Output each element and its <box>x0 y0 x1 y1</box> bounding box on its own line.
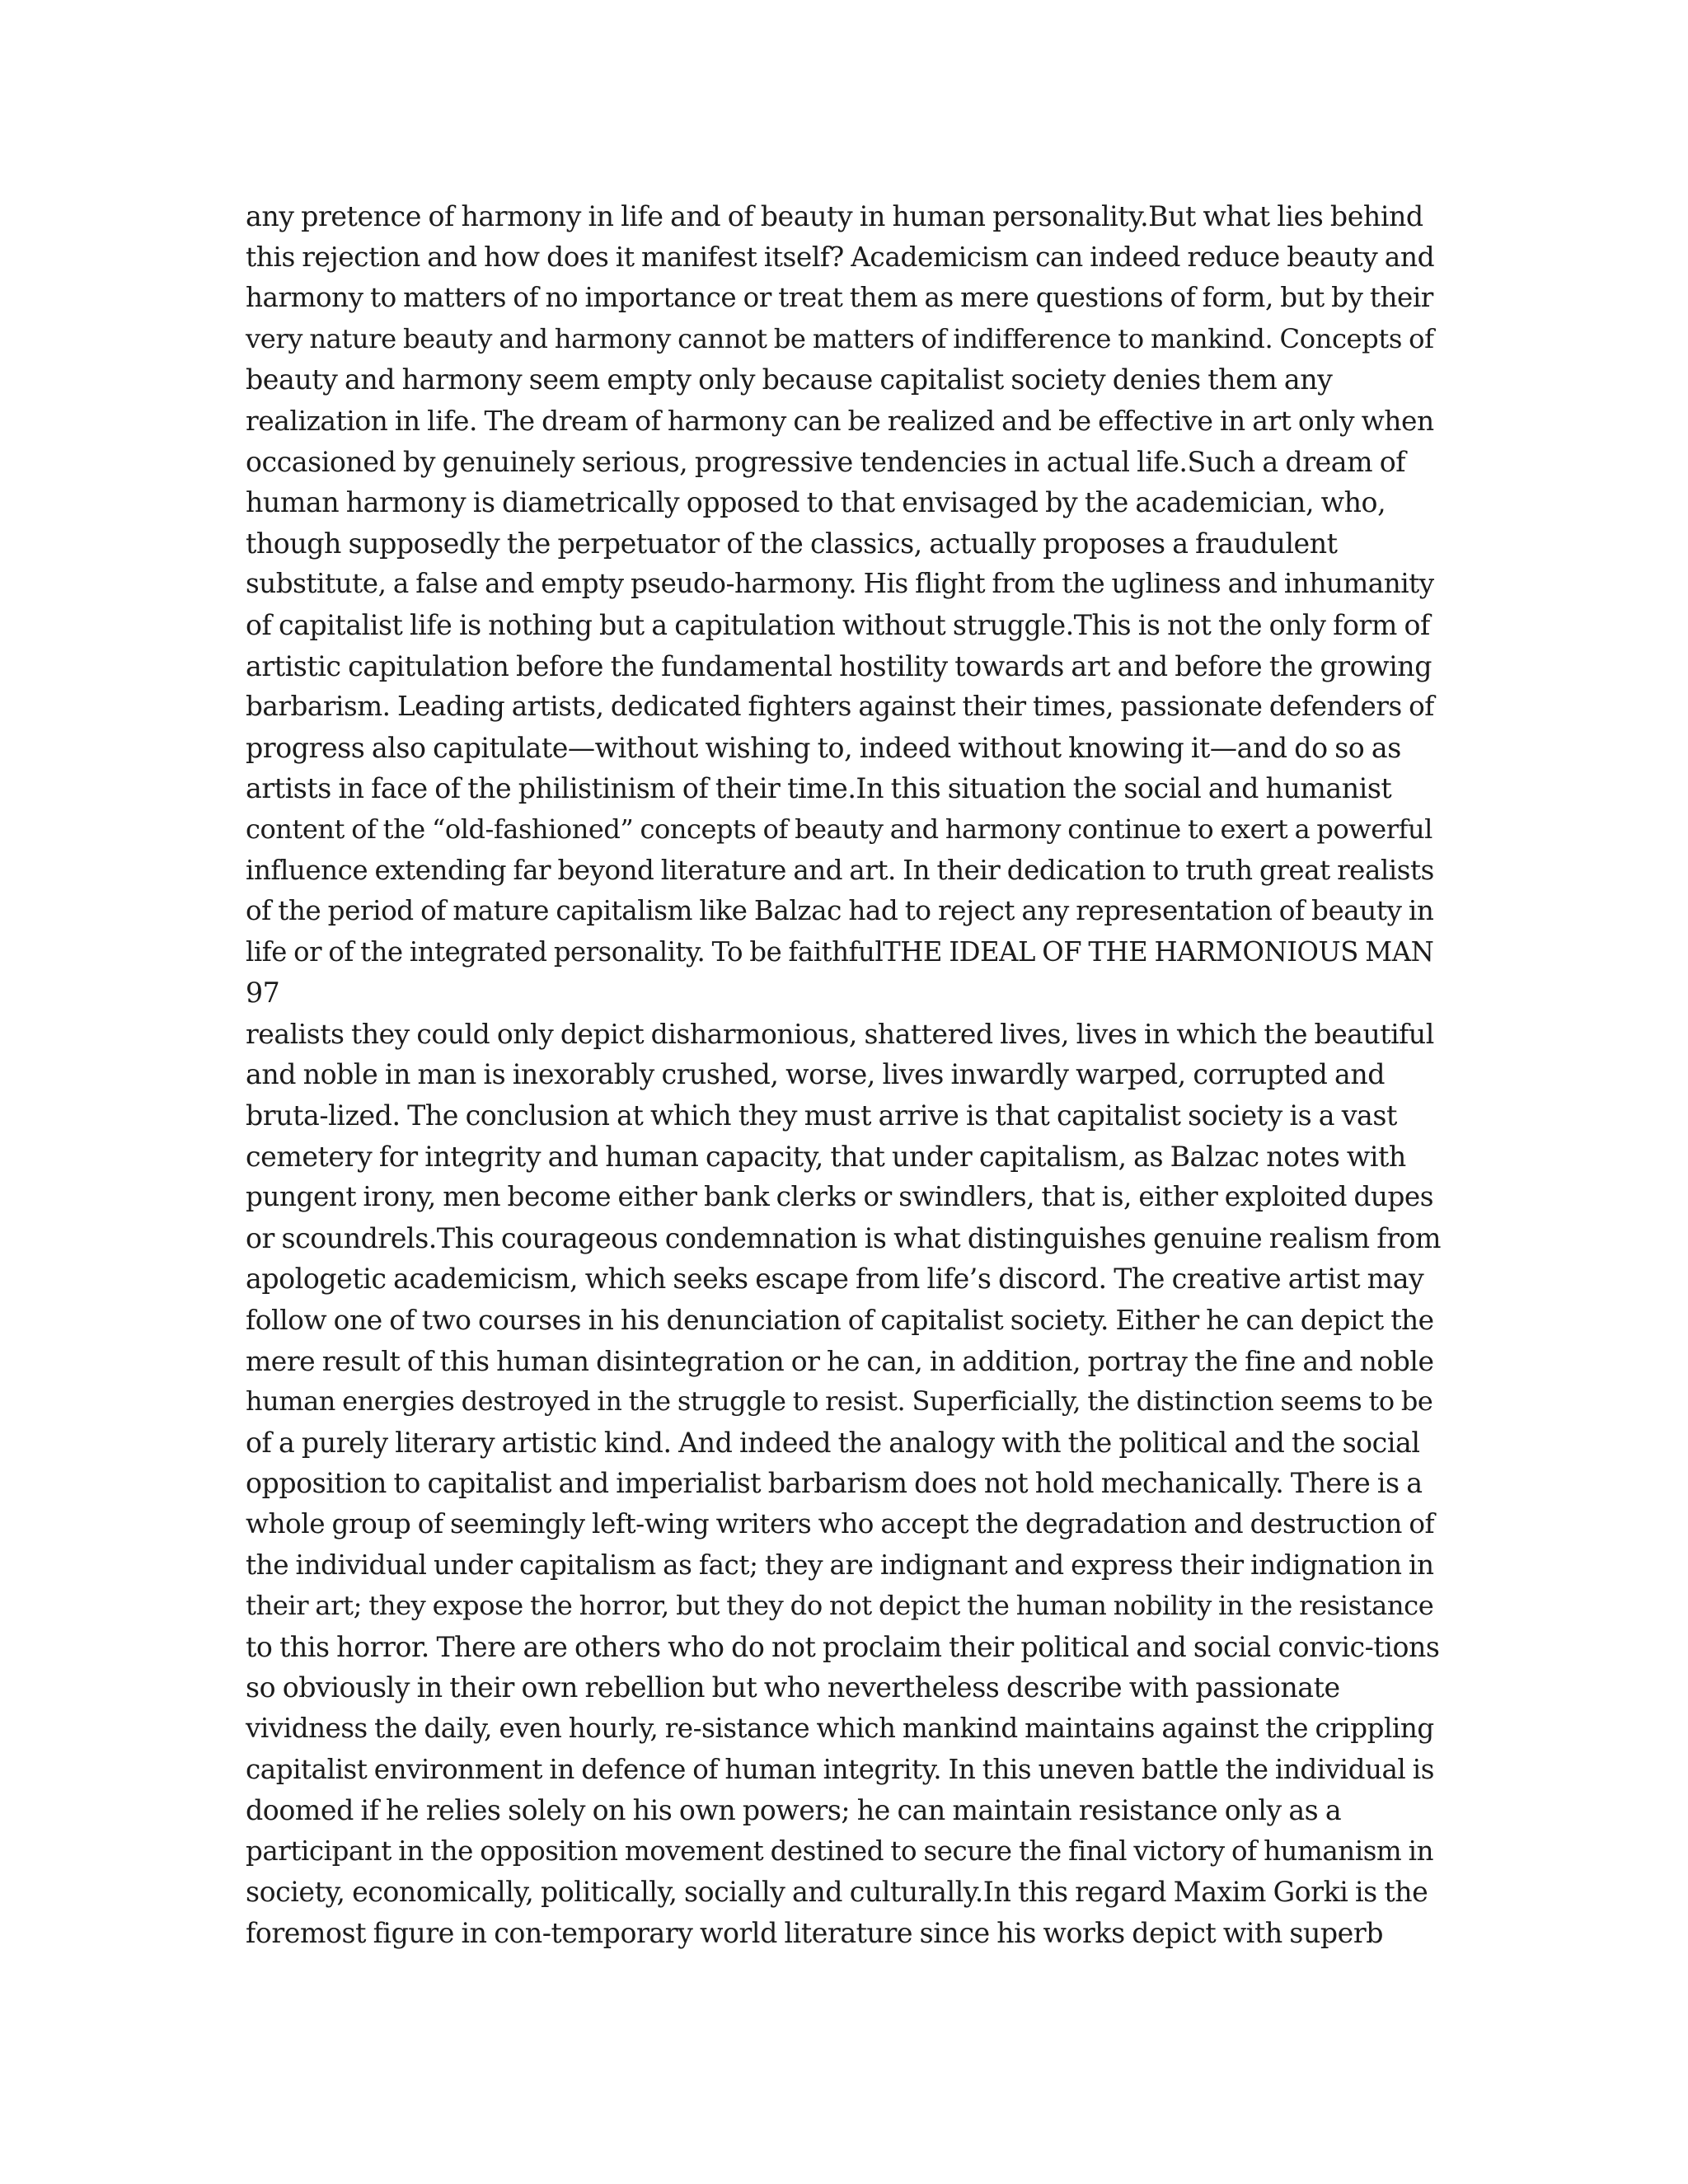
text-line: artists in face of the philistinism of their time.In this situation the social and humanist <box>246 772 1392 805</box>
text-line: artistic capitulation before the fundamental hostility towards art and before the growing <box>246 649 1432 682</box>
text-line: harmony to matters of no importance or treat them as mere questions of form, but by their <box>246 282 1433 314</box>
text-line: society, economically, politically, socially and culturally.In this regard Maxim Gorki is the <box>246 1876 1428 1909</box>
text-line: apologetic academicism, which seeks escape from life’s discord. The creative artist may <box>246 1263 1424 1296</box>
text-line: mere result of this human disintegration or he can, in addition, portray the fine and noble <box>246 1344 1434 1377</box>
text-line: the individual under capitalism as fact; they are indignant and express their indignation in <box>246 1549 1434 1581</box>
text-line: foremost figure in con-temporary world literature since his works depict with superb <box>246 1916 1384 1949</box>
text-line: capitalist environment in defence of human integrity. In this uneven battle the individual is <box>246 1753 1434 1785</box>
text-line: doomed if he relies solely on his own powers; he can maintain resistance only as a <box>246 1794 1342 1827</box>
text-line: so obviously in their own rebellion but who nevertheless describe with passionate <box>246 1671 1340 1704</box>
text-line: or scoundrels.This courageous condemnation is what distinguishes genuine realism from <box>246 1221 1442 1254</box>
text-line: human energies destroyed in the struggle to resist. Superficially, the distinction seems to be <box>246 1385 1433 1418</box>
text-line: of the period of mature capitalism like Balzac had to reject any representation of beauty in <box>246 895 1434 927</box>
text-line: pungent irony, men become either bank clerks or swindlers, that is, either exploited dupes <box>246 1181 1434 1213</box>
text-line: realists they could only depict disharmonious, shattered lives, lives in which the beautiful <box>246 1017 1434 1050</box>
text-line: substitute, a false and empty pseudo-harmony. His flight from the ugliness and inhumanity <box>246 568 1434 600</box>
text-line: their art; they expose the horror, but they do not depict the human nobility in the resistance <box>246 1590 1434 1622</box>
text-line: realization in life. The dream of harmony can be realized and be effective in art only when <box>246 404 1434 437</box>
text-line: follow one of two courses in his denunciation of capitalist society. Either he can depict the <box>246 1304 1434 1337</box>
text-line: cemetery for integrity and human capacity, that under capitalism, as Balzac notes with <box>246 1140 1406 1173</box>
text-line: participant in the opposition movement destined to secure the final victory of humanism in <box>246 1835 1434 1867</box>
text-line: very nature beauty and harmony cannot be matters of indifference to mankind. Concepts of <box>246 322 1434 354</box>
text-line: beauty and harmony seem empty only because capitalist society denies them any <box>246 363 1333 396</box>
text-line: any pretence of harmony in life and of beauty in human personality.But what lies behind <box>246 200 1423 232</box>
text-line: content of the “old-fashioned” concepts of beauty and harmony continue to exert a powerful <box>246 813 1432 845</box>
text-line: whole group of seemingly left-wing writers who accept the degradation and destruction of <box>246 1508 1435 1540</box>
text-line: this rejection and how does it manifest itself? Academicism can indeed reduce beauty and <box>246 241 1435 273</box>
text-line: and noble in man is inexorably crushed, worse, lives inwardly warped, corrupted and <box>246 1058 1386 1091</box>
text-line: of capitalist life is nothing but a capitulation without struggle.This is not the only form of <box>246 608 1430 641</box>
text-line: of a purely literary artistic kind. And indeed the analogy with the political and the social <box>246 1426 1420 1459</box>
text-line: influence extending far beyond literature and art. In their dedication to truth great realists <box>246 854 1434 886</box>
text-line: opposition to capitalist and imperialist barbarism does not hold mechanically. There is a <box>246 1467 1423 1500</box>
text-line: to this horror. There are others who do not proclaim their political and social convic-tions <box>246 1630 1440 1663</box>
body-text <box>246 196 1441 1954</box>
text-line: progress also capitulate—without wishing to, indeed without knowing it—and do so as <box>246 731 1401 764</box>
text-line: life or of the integrated personality. To be faithfulTHE IDEAL OF THE HARMONIOUS MAN <box>246 935 1434 968</box>
text-line: 97 <box>246 977 280 1010</box>
text-line: vividness the daily, even hourly, re-sistance which mankind maintains against the crippling <box>246 1712 1434 1744</box>
text-line: though supposedly the perpetuator of the classics, actually proposes a fraudulent <box>246 527 1338 560</box>
text-line: occasioned by genuinely serious, progressive tendencies in actual life.Such a dream of <box>246 445 1406 478</box>
text-line: bruta-lized. The conclusion at which they must arrive is that capitalist society is a vast <box>246 1099 1397 1132</box>
text-line: human harmony is diametrically opposed to that envisaged by the academician, who, <box>246 486 1386 519</box>
text-line: barbarism. Leading artists, dedicated fighters against their times, passionate defenders of <box>246 691 1434 723</box>
